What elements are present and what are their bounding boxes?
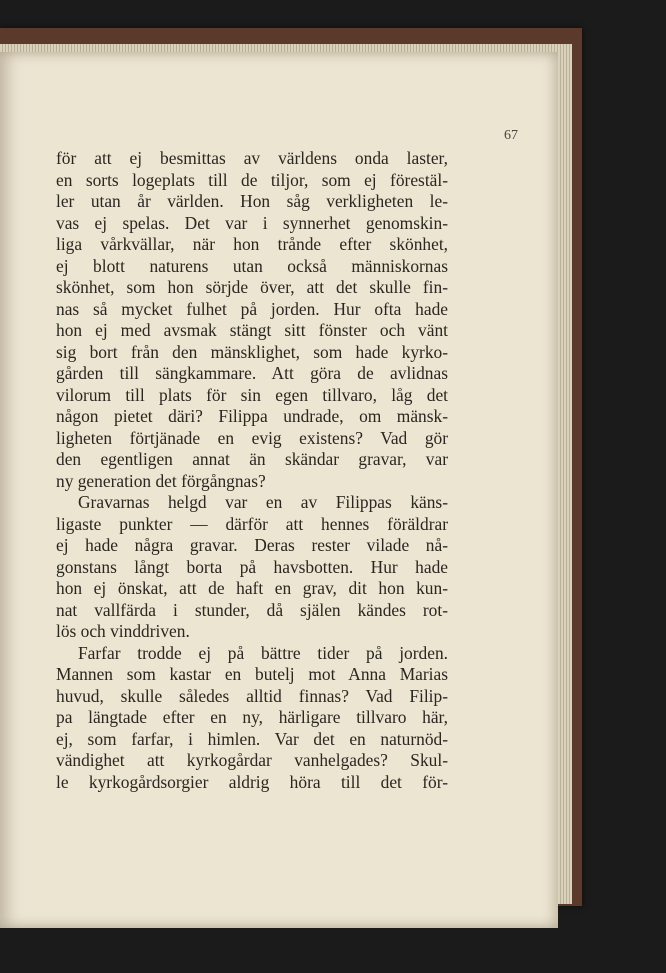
text-line: ej hade några gravar. Deras rester vilade nå-	[56, 535, 448, 555]
text-line: Gravarnas helgd var en av Filippas käns-	[78, 492, 448, 512]
text-line: någon pietet däri? Filippa undrade, om mänsk-	[56, 406, 448, 426]
text-line: huvud, skulle således alltid finnas? Vad Filip-	[56, 685, 448, 706]
text-line: Mannen som kastar en butelj mot Anna Marias	[56, 664, 448, 684]
text-line: nas så mycket fulhet på jorden. Hur ofta hade	[56, 298, 448, 319]
text-line: hon ej önskat, att de haft en grav, dit hon kun-	[56, 578, 448, 598]
text-line: gonstans långt borta på havsbotten. Hur hade	[56, 556, 448, 577]
text-line: vändighet att kyrkogårdar vanhelgades? Skul-	[56, 750, 448, 770]
text-line: ny generation det förgångnas?	[56, 470, 266, 491]
book-page	[0, 52, 558, 928]
text-line: för att ej besmittas av världens onda laster,	[56, 148, 448, 168]
text-line: pa längtade efter en ny, härligare tillvaro här,	[56, 707, 448, 727]
text-line: hon ej med avsmak stängt sitt fönster och vänt	[56, 320, 448, 340]
page-number: 67	[504, 128, 518, 143]
text-line: ler utan år världen. Hon såg verkligheten le-	[56, 191, 448, 211]
text-line: den egentligen annat än skändar gravar, var	[56, 449, 448, 469]
text-line: liga vårkvällar, när hon trånde efter skönhet,	[56, 234, 448, 254]
text-line: Farfar trodde ej på bättre tider på jorden.	[78, 642, 448, 663]
text-line: ligheten förtjänade en evig existens? Vad gör	[56, 427, 448, 448]
text-line: ej, som farfar, i himlen. Var det en naturnöd-	[56, 728, 448, 749]
text-line: le kyrkogårdsorgier aldrig höra till det för-	[56, 771, 448, 792]
text-line: lös och vinddriven.	[56, 621, 190, 641]
text-line: ligaste punkter — därför att hennes föräldrar	[56, 513, 448, 534]
body-text	[56, 148, 448, 793]
text-line: vilorum till plats för sin egen tillvaro, låg det	[56, 384, 448, 405]
text-line: nat vallfärda i stunder, då själen kändes rot-	[56, 599, 448, 620]
text-line: skönhet, som hon sörjde över, att det skulle fin-	[56, 277, 448, 297]
text-line: vas ej spelas. Det var i synnerhet genomskin-	[56, 212, 448, 233]
text-line: gården till sängkammare. Att göra de avlidnas	[56, 363, 448, 383]
text-line: en sorts logeplats till de tiljor, som ej förestäl-	[56, 169, 448, 190]
text-line: sig bort från den mänsklighet, som hade kyrko-	[56, 341, 448, 362]
text-line: ej blott naturens utan också människornas	[56, 255, 448, 276]
